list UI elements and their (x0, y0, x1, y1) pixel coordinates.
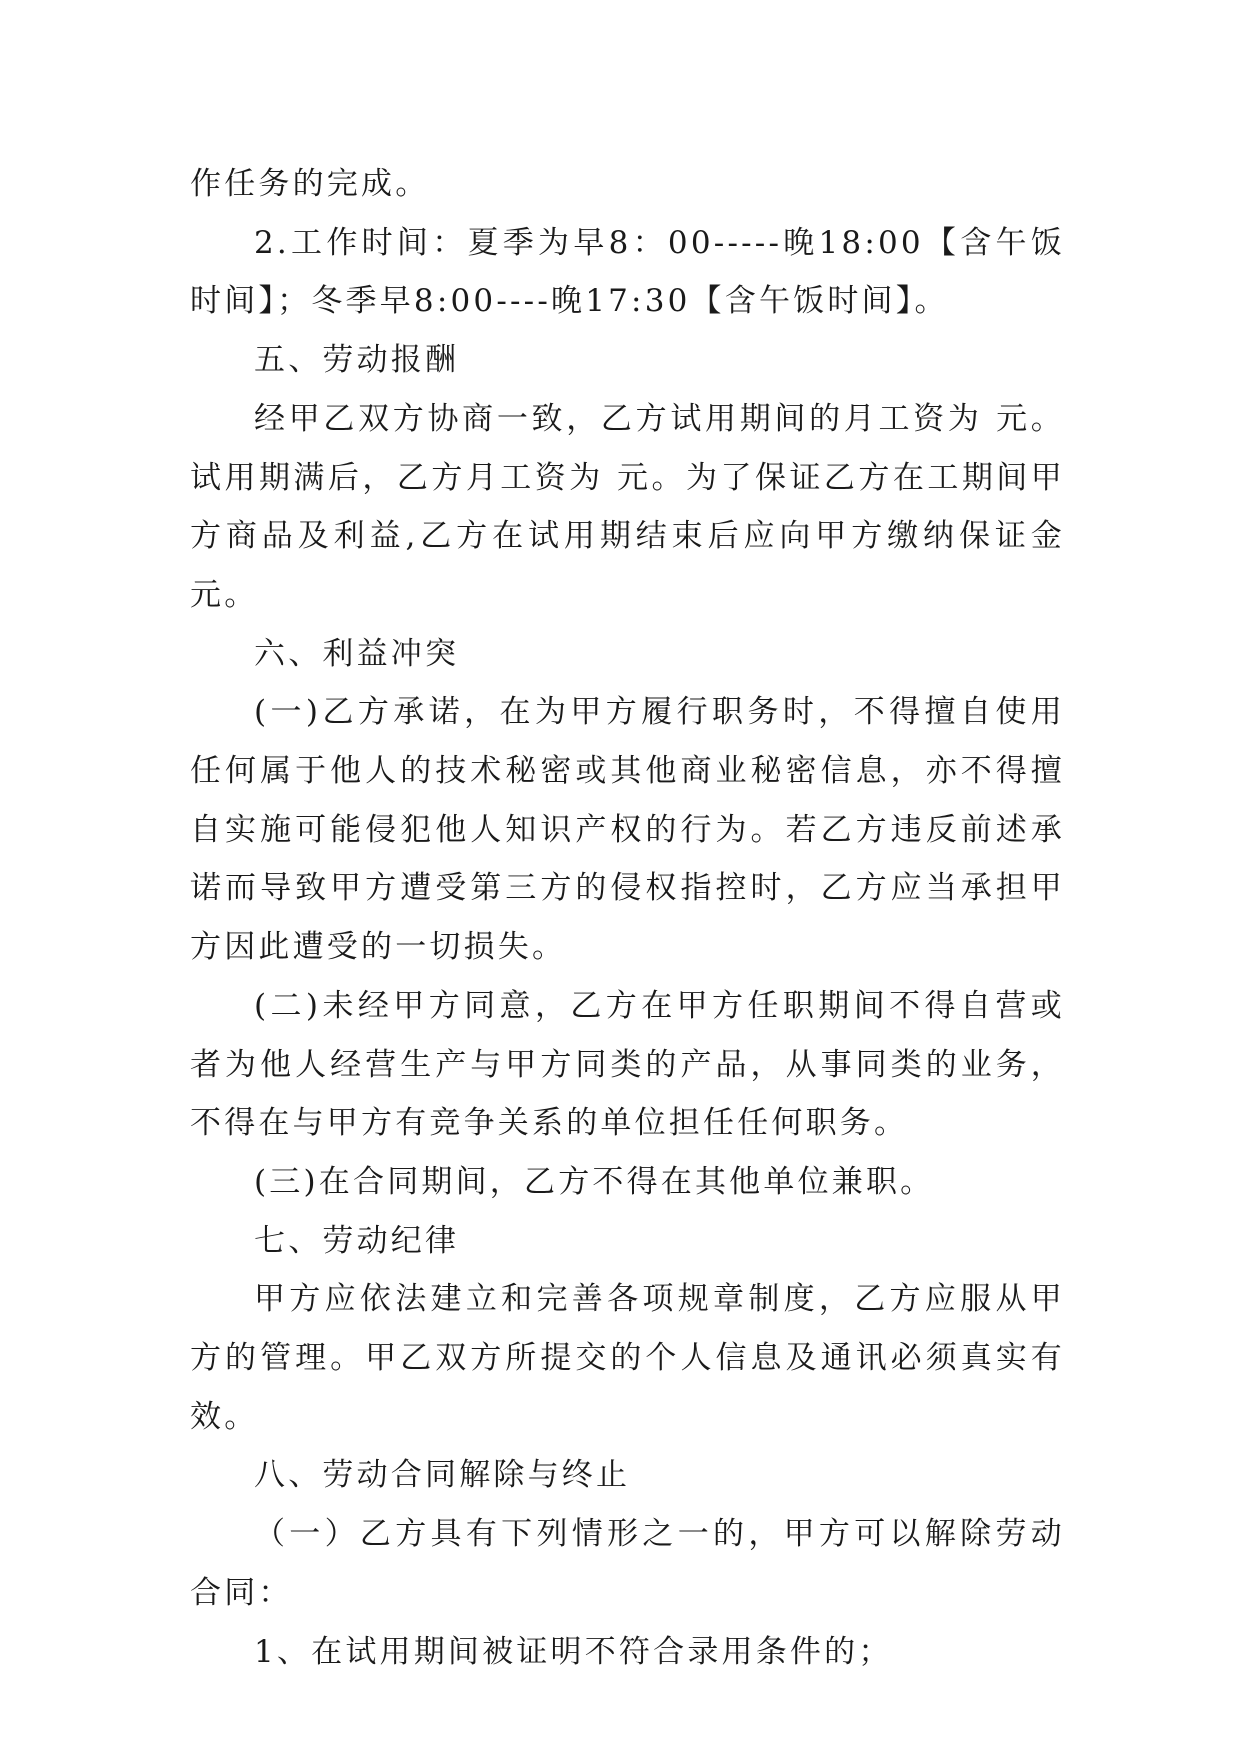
section-heading-conflict-of-interest: 六、利益冲突 (254, 635, 460, 672)
paragraph-conflict-2: (二)未经甲方同意，乙方在甲方任职期间不得自营或者为他人经营生产与甲方同类的产品，从事同类的业务，不得在与甲方有竞争关系的单位担任任何职务。 (190, 987, 1065, 1142)
paragraph-termination-1: （一）乙方具有下列情形之一的，甲方可以解除劳动合同： (190, 1516, 1065, 1611)
paragraph-conflict-1: (一)乙方承诺，在为甲方履行职务时，不得擅自使用任何属于他人的技术秘密或其他商业秘密信息，亦不得擅自实施可能侵犯他人知识产权的行为。若乙方违反前述承诺而导致甲方遭受第三方的侵权指控时，乙方应当承担甲方因此遭受的一切损失。 (190, 694, 1065, 966)
paragraph-working-hours: 2.工作时间：夏季为早8：00-----晚18:00【含午饭时间】；冬季早8:00----晚17:30【含午饭时间】。 (190, 224, 1065, 320)
section-heading-remuneration: 五、劳动报酬 (254, 342, 460, 379)
section-heading-discipline: 七、劳动纪律 (254, 1222, 460, 1259)
paragraph-discipline: 甲方应依法建立和完善各项规章制度，乙方应服从甲方的管理。甲乙双方所提交的个人信息及通讯必须真实有效。 (190, 1281, 1065, 1435)
paragraph-salary: 经甲乙双方协商一致，乙方试用期间的月工资为 元。试用期满后，乙方月工资为 元。为了保证乙方在工期间甲方商品及利益,乙方在试用期结束后应向甲方缴纳保证金元。 (190, 400, 1065, 613)
paragraph-task-completion: 作任务的完成。 (190, 166, 430, 202)
section-heading-termination: 八、劳动合同解除与终止 (254, 1457, 631, 1494)
paragraph-conflict-3: (三)在合同期间，乙方不得在其他单位兼职。 (254, 1163, 935, 1200)
document-body (190, 155, 1065, 1681)
paragraph-termination-item-1: 1、在试用期间被证明不符合录用条件的； (254, 1633, 893, 1670)
